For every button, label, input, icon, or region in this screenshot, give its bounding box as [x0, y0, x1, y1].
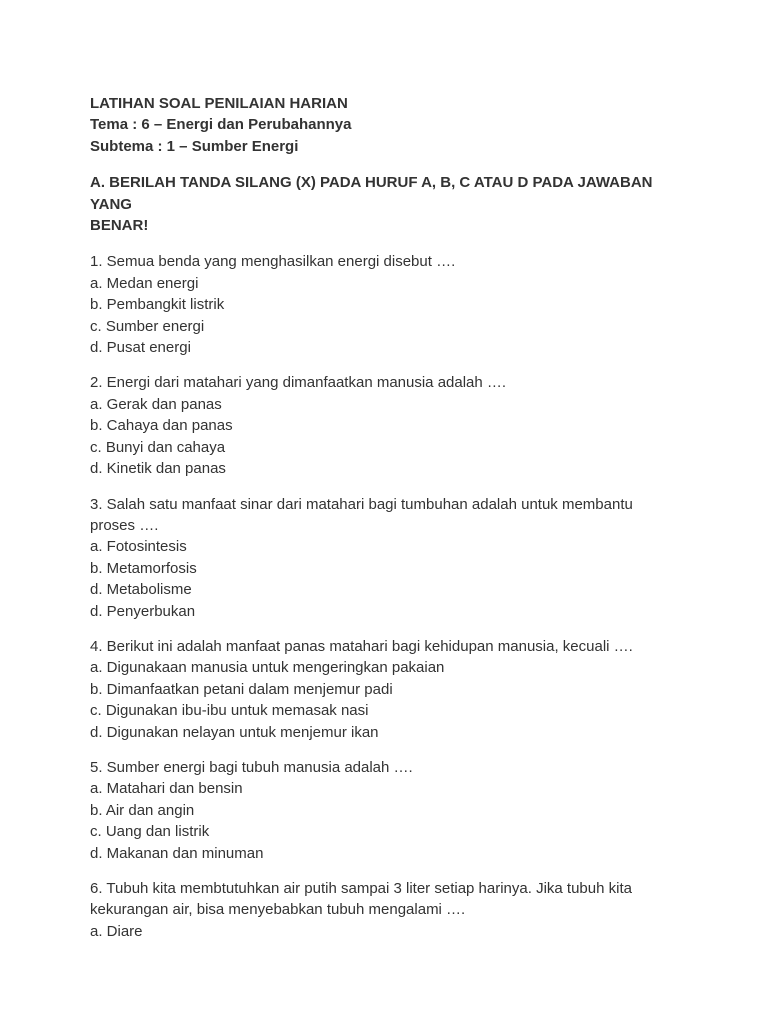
- answer-option: a. Digunakaan manusia untuk mengeringkan pakaian: [90, 659, 445, 677]
- question-stem: 3. Salah satu manfaat sinar dari matahari bagi tumbuhan adalah untuk membantu proses ….: [90, 495, 633, 534]
- answer-option: c. Bunyi dan cahaya: [90, 438, 226, 456]
- question-4: [90, 636, 672, 743]
- answer-option: d. Metabolisme: [90, 581, 192, 599]
- answer-option: b. Pembangkit listrik: [90, 296, 225, 314]
- answer-option: d. Pusat energi: [90, 339, 191, 357]
- answer-option: d. Kinetik dan panas: [90, 460, 226, 478]
- answer-option: b. Air dan angin: [90, 801, 195, 819]
- question-2: [90, 372, 672, 479]
- question-stem: 1. Semua benda yang menghasilkan energi disebut ….: [90, 253, 456, 271]
- question-stem: 6. Tubuh kita membtutuhkan air putih sampai 3 liter setiap harinya. Jika tubuh kita kekurangan air, bisa menyebabkan tubuh mengalami ….: [90, 880, 632, 919]
- question-1: [90, 251, 672, 358]
- answer-option: b. Metamorfosis: [90, 559, 197, 577]
- question-6: [90, 878, 672, 942]
- answer-option: d. Digunakan nelayan untuk menjemur ikan: [90, 723, 379, 741]
- question-stem: 5. Sumber energi bagi tubuh manusia adalah ….: [90, 758, 413, 776]
- answer-option: a. Fotosintesis: [90, 538, 187, 556]
- answer-option: b. Dimanfaatkan petani dalam menjemur padi: [90, 680, 393, 698]
- answer-option: a. Diare: [90, 922, 143, 940]
- question-3: [90, 494, 672, 622]
- answer-option: c. Sumber energi: [90, 317, 205, 335]
- question-stem: 2. Energi dari matahari yang dimanfaatkan manusia adalah ….: [90, 374, 507, 392]
- answer-option: a. Gerak dan panas: [90, 395, 222, 413]
- answer-option: a. Medan energi: [90, 274, 199, 292]
- answer-option: b. Cahaya dan panas: [90, 417, 233, 435]
- answer-option: c. Uang dan listrik: [90, 823, 210, 841]
- question-5: [90, 757, 672, 864]
- tema-line: Tema : 6 – Energi dan Perubahannya: [90, 116, 352, 134]
- document-header: [90, 93, 672, 157]
- answer-option: a. Matahari dan bensin: [90, 780, 243, 798]
- question-stem: 4. Berikut ini adalah manfaat panas matahari bagi kehidupan manusia, kecuali ….: [90, 637, 633, 655]
- answer-option: d. Makanan dan minuman: [90, 844, 264, 862]
- section-instruction: A. BERILAH TANDA SILANG (X) PADA HURUF A, B, C ATAU D PADA JAWABAN YANG BENAR!: [90, 174, 653, 235]
- document-title: LATIHAN SOAL PENILAIAN HARIAN: [90, 95, 348, 112]
- answer-option: d. Penyerbukan: [90, 602, 196, 620]
- answer-option: c. Digunakan ibu-ibu untuk memasak nasi: [90, 702, 369, 720]
- subtema-line: Subtema : 1 – Sumber Energi: [90, 137, 299, 155]
